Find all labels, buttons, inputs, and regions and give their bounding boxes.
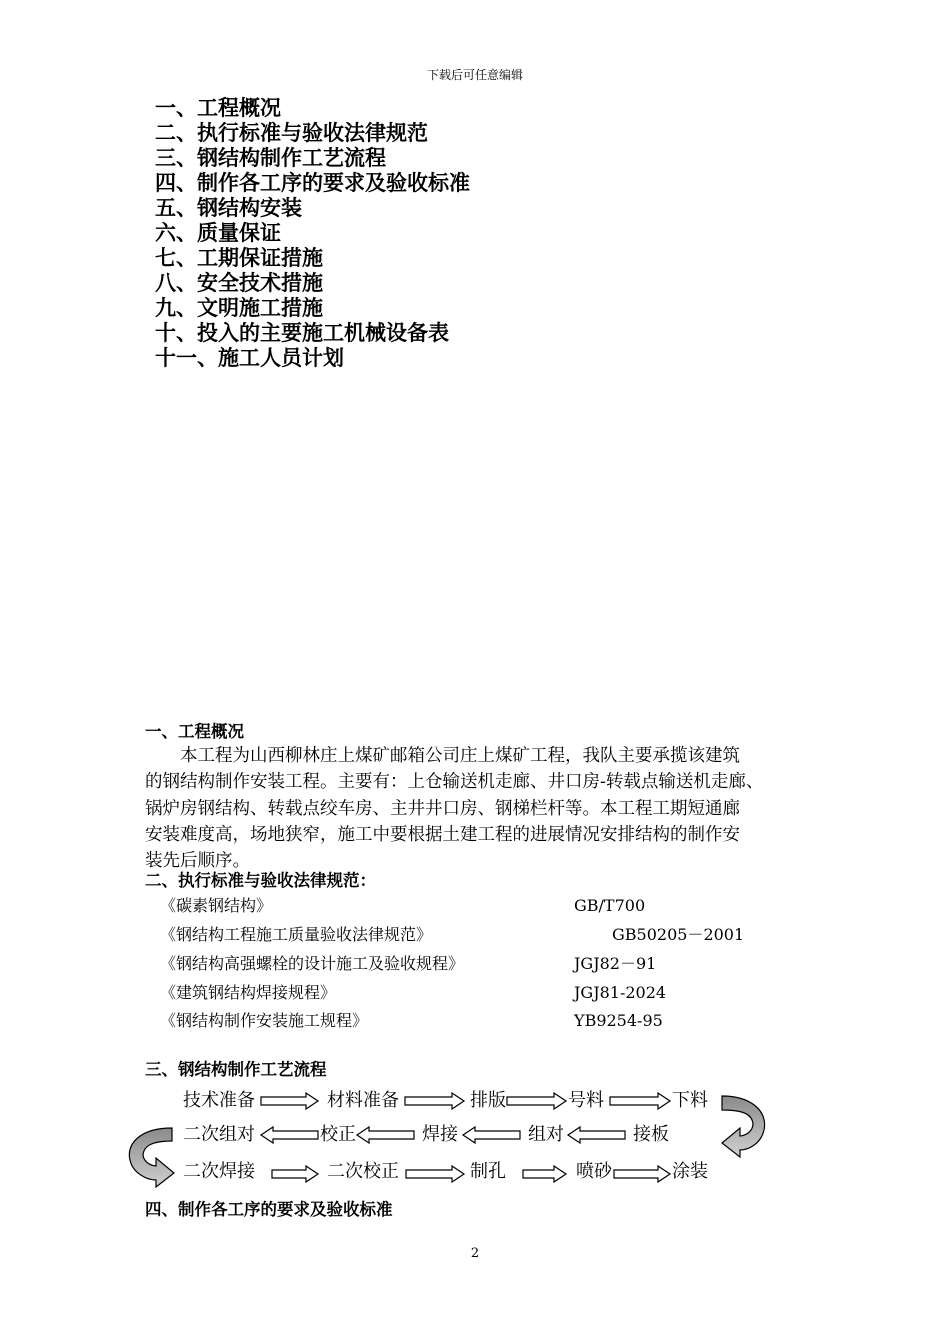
curved-arrow-icon (129, 1128, 174, 1187)
toc-item-4: 四、制作各工序的要求及验收标准 (155, 171, 470, 195)
paragraph-line: 的钢结构制作安装工程。主要有：上仓输送机走廊、井口房-转载点输送机走廊、 (145, 772, 764, 793)
toc-item-2: 二、执行标准与验收法律规范 (155, 121, 428, 145)
standard-code: YB9254-95 (574, 1011, 663, 1030)
standard-name: 《钢结构工程施工质量验收法律规范》 (160, 925, 433, 944)
flow-step: 下料 (672, 1090, 708, 1111)
toc-item-7: 七、工期保证措施 (155, 246, 323, 270)
arrow-left-icon (568, 1127, 625, 1143)
paragraph-line: 本工程为山西柳林庄上煤矿邮箱公司庄上煤矿工程，我队主要承揽该建筑 (145, 746, 740, 766)
flow-step: 技术准备 (183, 1090, 255, 1111)
arrow-right-icon (523, 1166, 566, 1182)
page-header: 下载后可任意编辑 (426, 68, 523, 82)
toc-item-8: 八、安全技术措施 (155, 271, 323, 295)
toc-item-5: 五、钢结构安装 (155, 196, 302, 220)
section3-heading: 三、钢结构制作工艺流程 (145, 1060, 327, 1079)
standard-code: GB50205－2001 (612, 925, 745, 944)
flow-step: 焊接 (422, 1124, 458, 1145)
arrow-left-icon (261, 1127, 318, 1143)
arrow-right-icon (614, 1166, 670, 1182)
toc-item-6: 六、质量保证 (155, 221, 281, 245)
section2-heading: 二、执行标准与验收法律规范： (145, 871, 376, 890)
arrow-left-icon (357, 1127, 414, 1143)
paragraph-line: 锅炉房钢结构、转载点绞车房、主井井口房、钢梯栏杆等。本工程工期短通廊 (145, 798, 740, 819)
standard-code: JGJ81-2024 (574, 983, 667, 1002)
standard-name: 《钢结构高强螺栓的设计施工及验收规程》 (160, 954, 465, 973)
toc-item-1: 一、工程概况 (155, 96, 281, 120)
flow-step: 制孔 (470, 1161, 506, 1182)
flow-step: 材料准备 (327, 1090, 399, 1111)
section1-heading: 一、工程概况 (145, 722, 244, 741)
flow-step: 喷砂 (576, 1161, 612, 1182)
standard-code: JGJ82－91 (574, 954, 657, 973)
paragraph-line: 装先后顺序。 (145, 851, 250, 872)
standard-name: 《钢结构制作安装施工规程》 (160, 1011, 369, 1030)
curved-arrow-icon (722, 1096, 765, 1157)
flow-step: 校正 (320, 1124, 356, 1145)
flow-step: 二次组对 (183, 1124, 255, 1145)
arrow-right-icon (405, 1093, 464, 1109)
paragraph-line: 安装难度高，场地狭窄，施工中要根据土建工程的进展情况安排结构的制作安 (145, 824, 740, 845)
toc-item-9: 九、文明施工措施 (155, 296, 323, 320)
arrow-right-icon (507, 1093, 566, 1109)
flow-step: 号料 (568, 1090, 604, 1111)
standard-name: 《建筑钢结构焊接规程》 (160, 983, 337, 1002)
page-number: 2 (470, 1246, 480, 1261)
flow-step: 二次焊接 (183, 1161, 255, 1182)
flow-step: 组对 (528, 1124, 564, 1145)
toc-item-10: 十、投入的主要施工机械设备表 (155, 321, 449, 345)
arrow-right-icon (261, 1093, 318, 1109)
standard-code: GB/T700 (574, 896, 646, 915)
arrow-left-icon (463, 1127, 520, 1143)
flow-step: 接板 (633, 1124, 669, 1145)
flow-step: 排版 (470, 1090, 506, 1111)
standard-name: 《碳素钢结构》 (160, 896, 273, 915)
flow-step: 涂装 (672, 1161, 708, 1182)
arrow-right-icon (272, 1166, 318, 1182)
section4-heading: 四、制作各工序的要求及验收标准 (145, 1200, 393, 1219)
arrow-right-icon (610, 1093, 670, 1109)
arrow-right-icon (406, 1166, 464, 1182)
toc-item-3: 三、钢结构制作工艺流程 (155, 146, 386, 170)
flow-step: 二次校正 (327, 1161, 399, 1182)
toc-item-11: 十一、施工人员计划 (155, 346, 344, 370)
